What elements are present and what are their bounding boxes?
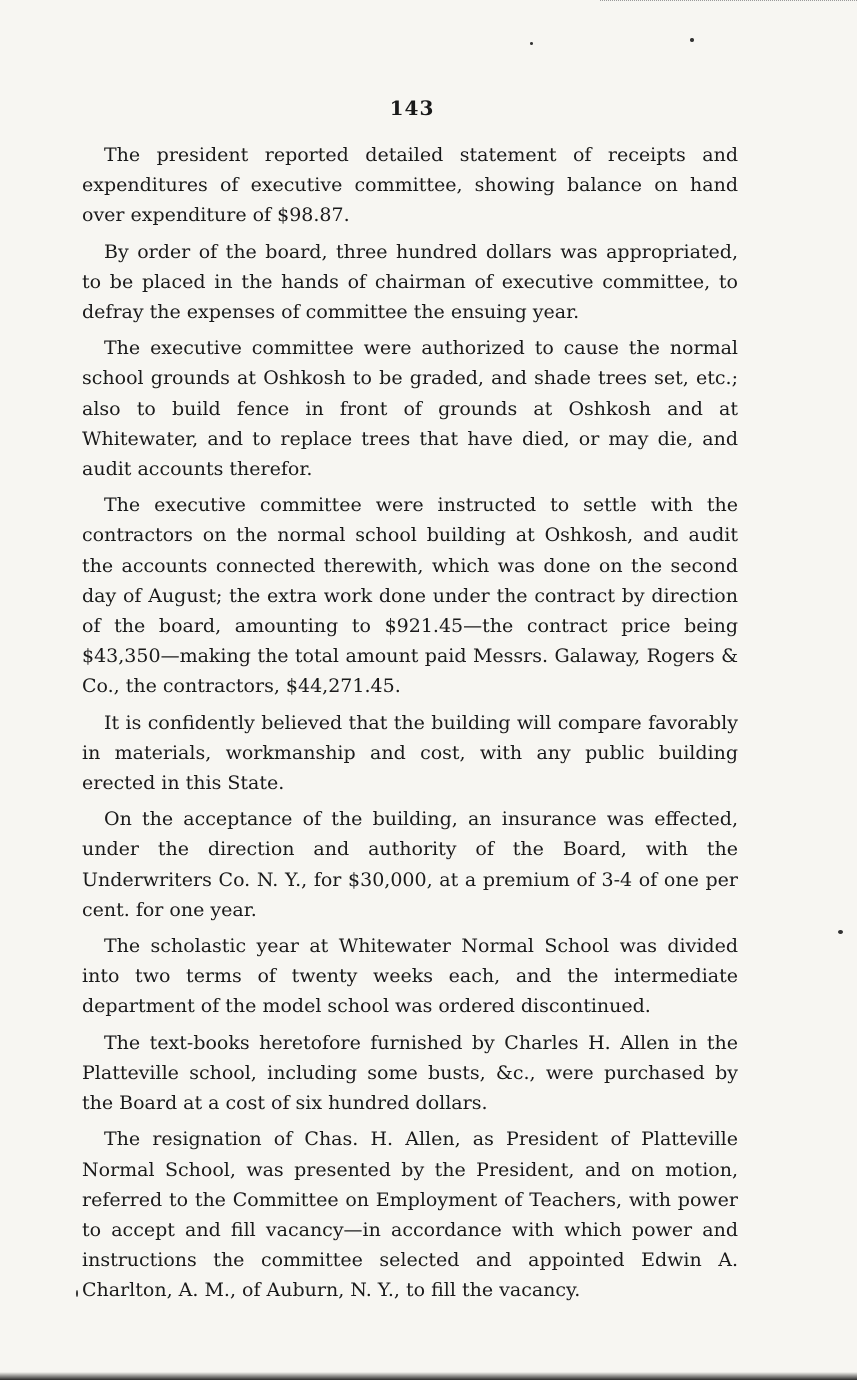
paragraph: On the acceptance of the building, an insurance was effected, under the direction and authority of the Board, with the Underwriters Co. N. Y., for $30,000, at a premium of 3-4 of one per cent. for one year. bbox=[82, 808, 738, 921]
page-number: 143 bbox=[389, 96, 435, 120]
paragraph: The scholastic year at Whitewater Normal School was divided into two terms of twenty weeks each, and the intermediate department of the model school was ordered discontinued. bbox=[82, 935, 738, 1018]
paragraph: The text-books heretofore furnished by Charles H. Allen in the Platteville school, including some busts, &c., were purchased by the Board at a cost of six hundred dollars. bbox=[82, 1031, 738, 1115]
paragraph: The executive committee were authorized to cause the normal school grounds at Oshkosh to be graded, and shade trees set, etc.; also to build fence in front of grounds at Oshkosh and at Whitewater, and to replace trees that have died, or may die, and audit accounts therefor. bbox=[82, 337, 738, 481]
paragraph: The president reported detailed statement of receipts and expenditures of executive committee, showing balance on hand over expenditure of $98.87. bbox=[82, 144, 738, 227]
ink-speck bbox=[838, 930, 843, 934]
paragraph: The resignation of Chas. H. Allen, as President of Platteville Normal School, was presented by the President, and on motion, referred to the Committee on Employment of Teachers, with power to accept and fill vacancy—in accordance with which power and instructions the committee selected and appointed Edwin A. Charlton, A. M., of Auburn, N. Y., to fill the vacancy. bbox=[82, 1128, 738, 1302]
paragraph: The executive committee were instructed to settle with the contractors on the normal school building at Oshkosh, and audit the accounts connected therewith, which was done on the second day of August; the extra work done under the contract by direction of the board, amounting to $921.45—the contract price being $43,350—making the total amount paid Messrs. Galaway, Rogers & Co., the contractors, $44,271.45. bbox=[82, 494, 738, 698]
ink-speck bbox=[530, 42, 533, 45]
ink-speck bbox=[76, 1290, 78, 1297]
page-bottom-edge bbox=[0, 1372, 857, 1380]
paragraph: By order of the board, three hundred dollars was appropriated, to be placed in the hands of chairman of executive committee, to defray the expenses of committee the ensuing year. bbox=[82, 240, 738, 324]
page-top-edge bbox=[600, 0, 857, 7]
body-text bbox=[82, 140, 738, 1312]
ink-speck bbox=[690, 38, 694, 42]
paragraph: It is confidently believed that the building will compare favorably in materials, workmanship and cost, with any public building erected in this State. bbox=[82, 711, 738, 795]
